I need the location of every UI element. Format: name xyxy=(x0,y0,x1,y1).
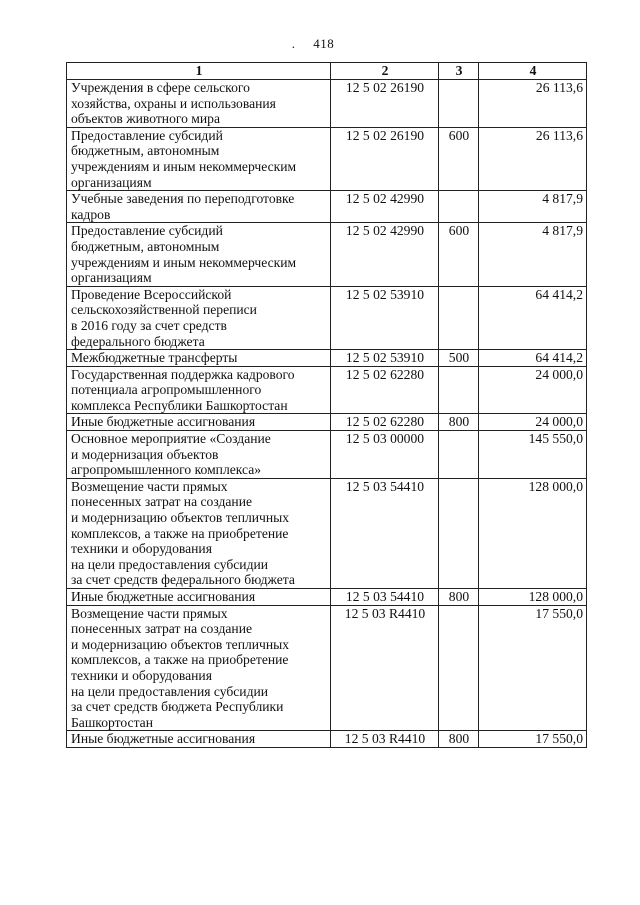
row-type xyxy=(439,191,479,223)
row-name-line: понесенных затрат на создание xyxy=(71,494,252,510)
header-row xyxy=(67,63,587,80)
row-code: 12 5 02 62280 xyxy=(331,366,439,414)
table-header xyxy=(67,63,587,80)
row-type: 600 xyxy=(439,127,479,190)
table-row xyxy=(67,605,587,731)
row-sum: 26 113,6 xyxy=(479,127,587,190)
table-body xyxy=(67,80,587,748)
budget-table xyxy=(66,62,587,748)
row-name-line: на цели предоставления субсидии xyxy=(71,556,269,572)
row-name-line: Башкортостан xyxy=(71,714,153,730)
row-name-line: за счет средств федерального бюджета xyxy=(71,572,295,588)
row-code: 12 5 02 26190 xyxy=(331,127,439,190)
row-name-line: комплексов, а также на приобретение xyxy=(71,652,289,668)
row-name-line: организациям xyxy=(71,174,152,190)
row-name-line: бюджетным, автономным xyxy=(71,143,220,159)
row-name-line: техники и оборудования xyxy=(71,541,212,557)
row-name-line: кадров xyxy=(71,206,111,222)
header-col-1: 1 xyxy=(67,63,331,80)
row-type xyxy=(439,80,479,128)
table-row xyxy=(67,431,587,479)
row-sum: 128 000,0 xyxy=(479,589,587,606)
row-sum: 128 000,0 xyxy=(479,478,587,588)
row-sum: 26 113,6 xyxy=(479,80,587,128)
row-code: 12 5 02 53910 xyxy=(331,350,439,367)
row-name-line: объектов животного мира xyxy=(71,111,220,127)
row-name-line: Государственная поддержка кадрового xyxy=(71,366,295,382)
row-type xyxy=(439,431,479,479)
row-name-line: и модернизацию объектов тепличных xyxy=(71,636,290,652)
header-col-2: 2 xyxy=(331,63,439,80)
row-name-line: Возмещение части прямых xyxy=(71,478,228,494)
row-name-line: Предоставление субсидий xyxy=(71,223,223,239)
table-row xyxy=(67,731,587,748)
row-sum: 145 550,0 xyxy=(479,431,587,479)
table-row xyxy=(67,80,587,128)
row-sum: 24 000,0 xyxy=(479,414,587,431)
row-name-line: Межбюджетные трансферты xyxy=(71,350,238,366)
row-name-line: техники и оборудования xyxy=(71,667,212,683)
row-type: 500 xyxy=(439,350,479,367)
row-name-line: Основное мероприятие «Создание xyxy=(71,431,271,447)
row-name xyxy=(67,605,331,731)
page-mark: . xyxy=(291,36,296,51)
row-name xyxy=(67,431,331,479)
row-name xyxy=(67,731,331,748)
row-name xyxy=(67,127,331,190)
row-name-line: комплексов, а также на приобретение xyxy=(71,525,289,541)
row-code: 12 5 03 54410 xyxy=(331,589,439,606)
row-name-line: Возмещение части прямых xyxy=(71,605,228,621)
table-row xyxy=(67,589,587,606)
header-col-3: 3 xyxy=(439,63,479,80)
row-name-line: Проведение Всероссийской xyxy=(71,286,232,302)
row-sum: 64 414,2 xyxy=(479,350,587,367)
row-type xyxy=(439,366,479,414)
row-name xyxy=(67,414,331,431)
row-code: 12 5 03 54410 xyxy=(331,478,439,588)
row-type: 800 xyxy=(439,589,479,606)
row-name-line: на цели предоставления субсидии xyxy=(71,683,269,699)
row-type: 800 xyxy=(439,731,479,748)
page-number xyxy=(0,36,640,52)
row-name-line: и модернизацию объектов тепличных xyxy=(71,510,290,526)
row-name-line: организациям xyxy=(71,270,152,286)
row-name xyxy=(67,286,331,349)
row-type xyxy=(439,286,479,349)
row-name-line: Иные бюджетные ассигнования xyxy=(71,414,256,430)
row-sum: 4 817,9 xyxy=(479,223,587,286)
row-name-line: Предоставление субсидий xyxy=(71,127,223,143)
row-code: 12 5 03 00000 xyxy=(331,431,439,479)
row-name xyxy=(67,478,331,588)
row-type: 800 xyxy=(439,414,479,431)
row-name-line: хозяйства, охраны и использования xyxy=(71,95,276,111)
row-code: 12 5 02 42990 xyxy=(331,223,439,286)
row-name-line: федерального бюджета xyxy=(71,333,205,349)
header-col-4: 4 xyxy=(479,63,587,80)
row-name-line: сельскохозяйственной переписи xyxy=(71,302,257,318)
row-name-line: и модернизация объектов xyxy=(71,446,219,462)
row-sum: 64 414,2 xyxy=(479,286,587,349)
row-name xyxy=(67,589,331,606)
row-name-line: за счет средств бюджета Республики xyxy=(71,699,284,715)
page-number-value: 418 xyxy=(313,36,335,51)
row-name-line: учреждениям и иным некоммерческим xyxy=(71,158,297,174)
row-sum: 24 000,0 xyxy=(479,366,587,414)
row-sum: 17 550,0 xyxy=(479,731,587,748)
row-name xyxy=(67,191,331,223)
row-type xyxy=(439,478,479,588)
table-row xyxy=(67,286,587,349)
row-code: 12 5 02 26190 xyxy=(331,80,439,128)
row-name-line: Учреждения в сфере сельского xyxy=(71,80,250,95)
row-name-line: агропромышленного комплекса» xyxy=(71,462,262,478)
row-code: 12 5 03 R4410 xyxy=(331,605,439,731)
row-code: 12 5 02 53910 xyxy=(331,286,439,349)
row-sum: 4 817,9 xyxy=(479,191,587,223)
row-code: 12 5 03 R4410 xyxy=(331,731,439,748)
row-name-line: бюджетным, автономным xyxy=(71,238,220,254)
row-name-line: в 2016 году за счет средств xyxy=(71,317,227,333)
row-name-line: Учебные заведения по переподготовке xyxy=(71,191,295,207)
row-name xyxy=(67,223,331,286)
row-type: 600 xyxy=(439,223,479,286)
row-code: 12 5 02 62280 xyxy=(331,414,439,431)
row-type xyxy=(439,605,479,731)
table-row xyxy=(67,191,587,223)
table-row xyxy=(67,350,587,367)
table-row xyxy=(67,127,587,190)
row-code: 12 5 02 42990 xyxy=(331,191,439,223)
row-name xyxy=(67,366,331,414)
table-row xyxy=(67,366,587,414)
row-name-line: комплекса Республики Башкортостан xyxy=(71,397,288,413)
row-name-line: потенциала агропромышленного xyxy=(71,382,262,398)
table-row xyxy=(67,478,587,588)
table-row xyxy=(67,414,587,431)
row-name xyxy=(67,80,331,128)
row-name-line: понесенных затрат на создание xyxy=(71,621,252,637)
row-name-line: учреждениям и иным некоммерческим xyxy=(71,254,297,270)
row-name-line: Иные бюджетные ассигнования xyxy=(71,731,256,747)
row-sum: 17 550,0 xyxy=(479,605,587,731)
row-name-line: Иные бюджетные ассигнования xyxy=(71,589,256,604)
table-row xyxy=(67,223,587,286)
row-name xyxy=(67,350,331,367)
